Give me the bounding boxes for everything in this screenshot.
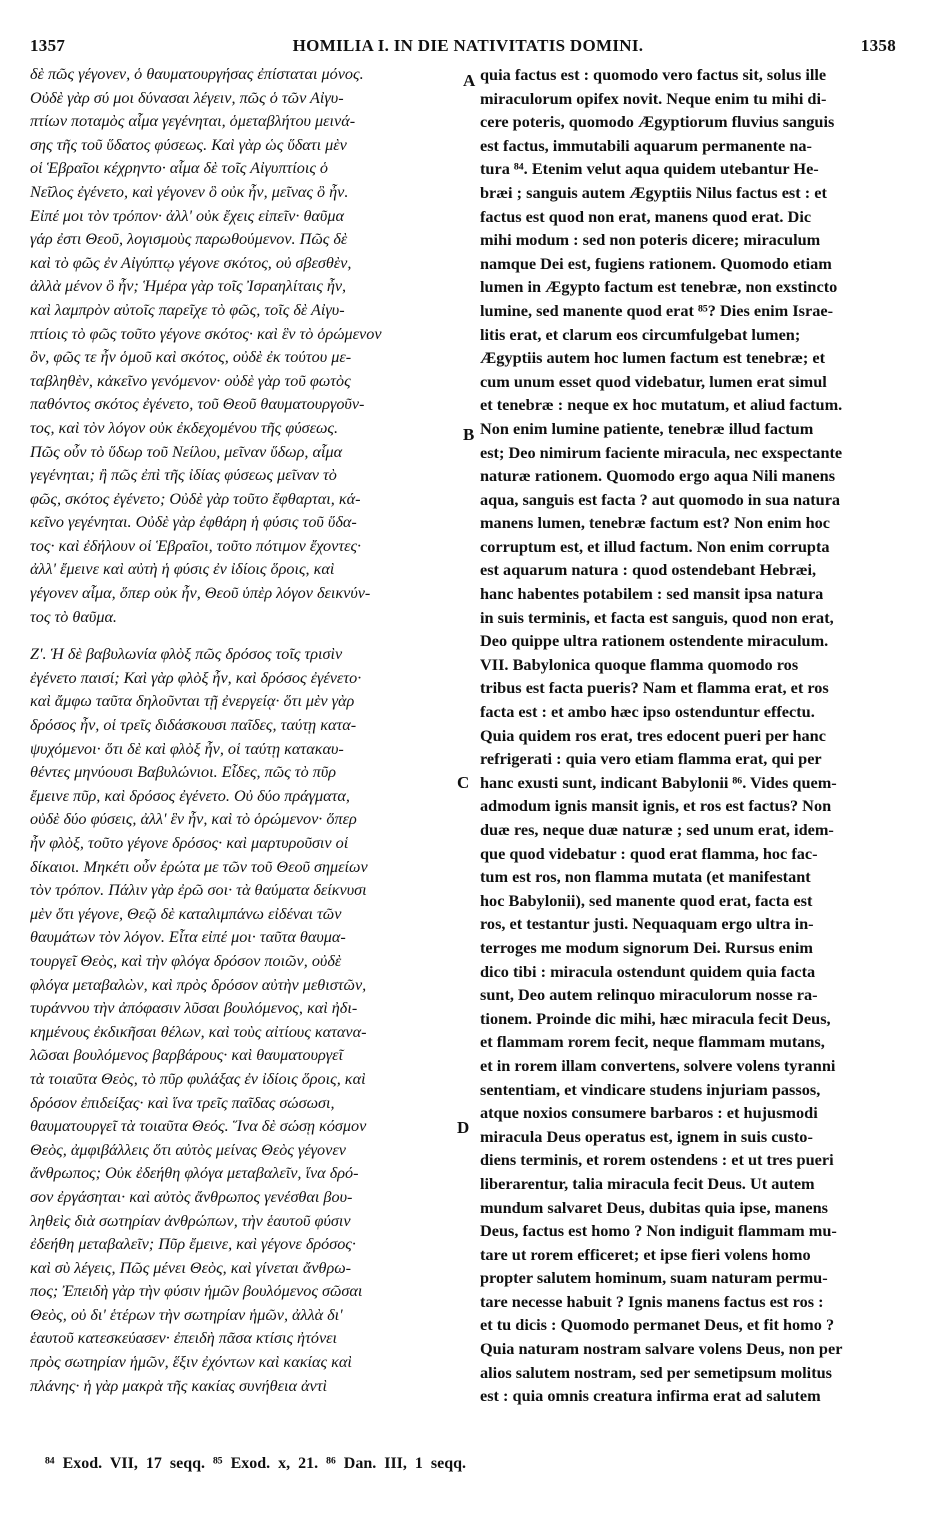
latin-text-line: miracula Deus operatus est, ignem in suis custo- (480, 1126, 813, 1146)
greek-text-line: τυράννου τὴν ἀπόφασιν λῦσαι βουλόμενος, καὶ ἠδι- (30, 999, 358, 1018)
greek-text-line: κημένους ἐκδικῆσαι θέλων, καὶ τοὺς αἰτίους κατανα- (30, 1022, 367, 1041)
greek-text-line: λῶσαι βουλόμενος βαρβάρους· καὶ θαυματουργεῖ (30, 1046, 344, 1065)
greek-text-line: δὲ πῶς γέγονεν, ὁ θαυματουργήσας ἐπίσταται μόνος. (30, 65, 364, 83)
latin-text-line: quia factus est : quomodo vero factus sit, solus ille (480, 65, 827, 84)
section-marker-b: B (463, 425, 475, 444)
latin-text-line: et tu dicis : Quomodo permanet Deus, et fit homo ? (480, 1315, 835, 1335)
latin-text-line: tum est ros, non flamma mutata (et manifestant (480, 867, 811, 887)
latin-text-line: est : quia omnis creatura infirma erat ad salutem (480, 1386, 821, 1406)
greek-text-line: γέγονεν αἷμα, ὅπερ οὐκ ἦν, Θεοῦ ὑπὲρ λόγον δεικνύν- (30, 584, 371, 603)
latin-text-line: que quod videbatur : quod erat flamma, hoc fac- (480, 843, 818, 863)
latin-text-line: ros, et testantur justi. Nequaquam ergo ultra in- (480, 914, 814, 934)
latin-text-line: atque noxios consumere barbaros : et hujusmodi (480, 1103, 818, 1123)
latin-text-line: duæ res, neque duæ naturæ ; sed unum erat, idem- (480, 820, 834, 839)
greek-text-line: κεῖνο γεγένηται. Οὐδὲ γὰρ ἐφθάρη ἡ φύσις τοῦ ὕδα- (30, 513, 357, 532)
latin-text-line: tare ut rorem efficeret; et ipse fieri volens homo (480, 1244, 811, 1264)
latin-text-line: Ægyptiis autem hoc lumen factum est tenebræ; et (480, 348, 826, 368)
right-page-number: 1358 (860, 36, 896, 55)
latin-text-line: est factus, immutabili aquarum permanente na- (480, 135, 812, 155)
greek-text-line: ἐδεήθη μεταβαλεῖν; Πῦρ ἔμεινε, καὶ γέγονε δρόσος· (30, 1235, 356, 1254)
latin-text-line: bræi ; sanguis autem Ægyptiis Nilus factus est : et (480, 182, 827, 202)
latin-text-line: corruptum est, et illud factum. Non enim corrupta (480, 536, 830, 556)
latin-text-line: sunt, Deo autem relinquo miraculorum nosse ra- (480, 985, 818, 1005)
footnotes: ⁸⁴ Exod. VII, 17 seqq. ⁸⁵ Exod. x, 21. ⁸⁶ Dan. III, 1 seqq. (45, 1455, 467, 1472)
greek-text-line: γάρ ἐστι Θεοῦ, λογισμοὺς παρωθούμενον. Πῶς δὲ (30, 230, 348, 249)
greek-text-line: θαυματουργεῖ τὰ τοιαῦτα Θεός. Ἵνα δὲ σώσῃ κόσμον (30, 1117, 367, 1136)
greek-text-line: σον ἐργάσηται· καὶ αὐτὸς ἄνθρωπος γενέσθαι βου- (30, 1187, 353, 1206)
latin-text-line: dico tibi : miracula ostendunt quidem quia facta (480, 961, 816, 981)
latin-text-line: mundum salvaret Deus, dubitas quia ipse, manens (480, 1197, 829, 1217)
greek-text-line: ἔμεινε πῦρ, καὶ δρόσος ἐγένετο. Οὐ δύο πράγματα, (30, 786, 350, 805)
latin-text-line: naturæ rationem. Quomodo ergo aqua Nili manens (480, 466, 836, 486)
greek-text-line: φῶς, σκότος ἐγένετο; Οὐδὲ γὰρ τοῦτο ἔφθαρται, κά- (30, 489, 361, 508)
latin-text-line: sententiam, et vindicare studens injuriam passos, (480, 1079, 821, 1099)
left-page-number: 1357 (30, 36, 66, 55)
greek-text-line: δρόσον ἐπιδείξας· καὶ ἵνα τρεῖς παῖδας σώσωσι, (30, 1093, 335, 1112)
latin-text-line: alios salutem nostram, sed per semetipsum molitus (480, 1362, 833, 1382)
greek-text-line: φλόγα μεταβαλὼν, καὶ πρὸς δρόσον αὐτὴν μεθιστῶν, (30, 975, 367, 994)
latin-text-line: litis erat, et clarum eos circumfulgebat lumen; (480, 324, 801, 344)
greek-text-line: ὂν, φῶς τε ἦν ὁμοῦ καὶ σκότος, οὐδὲ ἐκ τούτου με- (30, 348, 352, 367)
greek-text-line: θαυμάτων τὸν λόγον. Εἶτα εἰπέ μοι· ταῦτα θαυμα- (30, 928, 346, 947)
latin-text-line: Deo quippe ultra rationem ostendente miraculum. (480, 631, 829, 651)
greek-column (30, 63, 460, 1398)
section-marker-a: A (463, 71, 476, 90)
greek-text-line: Πῶς οὖν τὸ ὕδωρ τοῦ Νείλου, μεῖναν ὕδωρ, αἷμα (30, 442, 343, 461)
greek-text-line: ταβληθὲν, κἀκεῖνο γενόμενον· οὐδὲ γὰρ τοῦ φωτὸς (30, 371, 351, 390)
latin-text-line: Quia quidem ros erat, tres edocent pueri per hanc (480, 725, 826, 745)
latin-text-line: admodum ignis mansit ignis, et ros est factus? Non (480, 796, 832, 816)
greek-text-line: Θεὸς, οὐ δι' ἑτέρων τὴν σωτηρίαν ἡμῶν, ἀλλὰ δι' (30, 1305, 343, 1324)
section-marker-c: C (457, 773, 470, 792)
latin-text-line: lumine, sed manente quod erat ⁸⁵? Dies enim Israe- (480, 300, 834, 320)
latin-text-line: mihi modum : sed non poteris dicere; miraculum (480, 230, 821, 250)
greek-text-line: τος· καὶ ἐδήλουν οἱ Ἑβραῖοι, τοῦτο πότιμον ἔχοντες· (30, 536, 362, 555)
greek-text-line: πρὸς σωτηρίαν ἡμῶν, ἕξιν ἐχόντων καὶ κακίας καὶ (30, 1353, 352, 1372)
greek-text-line: ψυχόμενοι· ὅτι δὲ καὶ φλὸξ ἦν, οἱ ταύτῃ κατακαυ- (30, 739, 344, 758)
latin-text-line: propter salutem hominum, suam naturam permu- (480, 1268, 828, 1288)
latin-text-line: et flammam rorem fecit, neque flammam mutans, (480, 1032, 825, 1052)
greek-text-line: οὐδὲ δύο φύσεις, ἀλλ' ἓν ἦν, καὶ τὸ ὁρώμενον· ὅπερ (30, 810, 357, 829)
running-title: HOMILIA I. IN DIE NATIVITATIS DOMINI. (292, 36, 644, 55)
greek-text-line: δίκαιοι. Μηκέτι οὖν ἐρώτα με τῶν τοῦ Θεοῦ σημείων (30, 857, 368, 876)
greek-text-line: καὶ λαμπρὸν αὐτοῖς παρεῖχε τὸ φῶς, τοῖς δὲ Αἰγυ- (30, 300, 345, 319)
latin-text-line: tionem. Proinde dic mihi, hæc miracula fecit Deus, (480, 1008, 831, 1028)
greek-text-line: Οὐδὲ γὰρ σύ μοι δύνασαι λέγειν, πῶς ὁ τῶν Αἰγυ- (30, 88, 344, 107)
latin-text-line: hanc habentes potabilem : sed mansit ipsa natura (480, 584, 824, 604)
latin-text-line: miraculorum opifex novit. Neque enim tu mihi di- (480, 88, 827, 108)
latin-text-line: hanc exusti sunt, indicant Babylonii ⁸⁶. Vides quem- (480, 772, 837, 792)
greek-text-line: ληθεὶς διὰ σωτηρίαν ἀνθρώπων, τὴν ἑαυτοῦ φύσιν (30, 1211, 351, 1230)
greek-text-line: καὶ τὸ φῶς ἐν Αἰγύπτῳ γέγονε σκότος, οὐ σβεσθὲν, (30, 253, 352, 272)
greek-text-line: Ζ'. Ἡ δὲ βαβυλωνία φλὸξ πῶς δρόσος τοῖς τρισὶν (30, 645, 343, 664)
greek-text-line: ἀλλ' ἔμεινε καὶ αὐτὴ ἡ φύσις ἐν ἰδίοις ὅροις, καὶ (30, 560, 335, 579)
latin-text-line: manens lumen, tenebræ factum est? Non enim hoc (480, 513, 831, 533)
latin-text-line: est; Deo nimirum faciente miracula, nec exspectante (480, 442, 843, 462)
greek-text-line: μὲν ὅτι γέγονε, Θεῷ δὲ καταλιμπάνω εἰδέναι τῶν (30, 904, 342, 923)
latin-text-line: tribus est facta pueris? Nam et flamma erat, et ros (480, 678, 829, 698)
latin-text-line: et in rorem illam convertens, solvere volens tyranni (480, 1055, 836, 1075)
greek-text-line: καὶ σὺ λέγεις, Πῶς μένει Θεὸς, καὶ γίνεται ἄνθρω- (30, 1258, 352, 1277)
greek-text-line: τὸν τρόπον. Πάλιν γὰρ ἐρῶ σοι· τὰ θαύματα δείκνυσι (30, 881, 367, 900)
latin-text-line: tare necesse habuit ? Ignis manens factus est ros : (480, 1291, 824, 1311)
latin-text-line: aqua, sanguis est facta ? aut quomodo in sua natura (480, 489, 841, 509)
section-marker-d: D (457, 1118, 470, 1137)
latin-text-line: est aquarum natura : quod ostendebant Hebræi, (480, 560, 817, 580)
latin-text-line: liberarentur, talia miracula fecit Deus. Ut autem (480, 1173, 815, 1193)
latin-text-line: et tenebræ : neque ex hoc mutatum, et aliud factum. (480, 395, 843, 415)
latin-text-line: tura ⁸⁴. Etenim velut aqua quidem utebantur He- (480, 159, 819, 179)
greek-text-line: τος τὸ θαῦμα. (30, 607, 117, 626)
latin-text-line: terroges me modum signorum Dei. Rursus enim (480, 937, 813, 957)
greek-text-line: πτίοις τὸ φῶς τοῦτο γέγονε σκότος· καὶ ἓν τὸ ὁρώμενον (30, 324, 382, 343)
latin-text-line: facta est : et ambo hæc ipso ostenduntur effectu. (480, 702, 815, 722)
greek-text-line: Εἰπέ μοι τὸν τρόπον· ἀλλ' οὐκ ἔχεις εἰπεῖν· θαῦμα (30, 206, 344, 225)
greek-text-line: σης τῆς τοῦ ὕδατος φύσεως. Καὶ γὰρ ὡς ὕδατι μὲν (30, 135, 347, 154)
latin-paragraph (480, 653, 900, 1408)
latin-text-line: Non enim lumine patiente, tenebræ illud factum (480, 418, 814, 438)
latin-text-line: refrigerati : quia vero etiam flamma erat, qui per (480, 749, 822, 769)
greek-paragraph (30, 63, 460, 629)
greek-text-line: δρόσος ἦν, οἱ τρεῖς διδάσκουσι παῖδες, ταύτῃ κατα- (30, 716, 357, 735)
greek-text-line: θέντες μηνύουσι Βαβυλώνιοι. Εἶδες, πῶς τὸ πῦρ (30, 763, 337, 782)
latin-text-line: factus est quod non erat, manens quod erat. Dic (480, 206, 812, 226)
latin-text-line: diens terminis, et rorem ostendens : et ut tres pueri (480, 1150, 834, 1170)
latin-text-line: namque Dei est, fugiens rationem. Quomodo etiam (480, 253, 832, 273)
latin-paragraph (480, 63, 900, 653)
latin-column (480, 63, 900, 1408)
latin-text-line: lumen in Ægypto factum est tenebræ, non exstincto (480, 277, 838, 297)
greek-text-line: Θεὸς, ἀμφιβάλλεις ὅτι αὐτὸς μείνας Θεὸς γέγονεν (30, 1140, 346, 1159)
greek-text-line: πτίων ποταμὸς αἷμα γεγένηται, ὁμεταβλήτου μεινά- (30, 112, 356, 131)
greek-text-line: ἐγένετο παισί; Καὶ γὰρ φλὸξ ἦν, καὶ δρόσος ἐγένετο· (30, 668, 362, 687)
greek-text-line: καὶ ἄμφω ταῦτα δηλοῦνται τῇ ἐνεργείᾳ· ὅτι μὲν γὰρ (30, 692, 355, 711)
greek-text-line: τὰ τοιαῦτα Θεὸς, τὸ πῦρ φυλάξας ἐν ἰδίοις ὅροις, καὶ (30, 1069, 366, 1088)
greek-text-line: παθόντος σκότος ἐγένετο, τοῦ Θεοῦ θαυματουργοῦν- (30, 395, 365, 414)
greek-text-line: ἦν φλὸξ, τοῦτο γέγονε δρόσος· καὶ μαρτυροῦσιν οἱ (30, 834, 349, 852)
greek-text-line: οἱ Ἑβραῖοι κέχρηντο· αἷμα δὲ τοῖς Αἰγυπτίοις ὁ (30, 159, 329, 178)
greek-text-line: πλάνης· ἡ γὰρ μακρὰ τῆς κακίας συνήθεια ἀντὶ (30, 1376, 328, 1395)
latin-text-line: Deus, factus est homo ? Non indiguit flammam mu- (480, 1221, 837, 1241)
latin-text-line: in suis terminis, et facta est sanguis, quod non erat, (480, 607, 834, 627)
greek-text-line: ἄνθρωπος; Οὐκ ἐδεήθη φλόγα μεταβαλεῖν, ἵνα δρό- (30, 1164, 359, 1183)
latin-text-line: cum unum esset quod videbatur, lumen erat simul (480, 371, 827, 391)
greek-text-line: τος, καὶ τὸν λόγον οὐκ ἐκδεχομένου τῆς φύσεως. (30, 418, 339, 437)
greek-text-line: ἑαυτοῦ κατεσκεύασεν· ἐπειδὴ πᾶσα κτίσις ἠτόνει (30, 1329, 338, 1348)
greek-text-line: τουργεῖ Θεὸς, καὶ τὴν φλόγα δρόσον ποιῶν, οὐδὲ (30, 951, 342, 970)
latin-text-line: cere poteris, quomodo Ægyptiorum fluvius sanguis (480, 112, 835, 132)
latin-text-line: VII. Babylonica quoque flamma quomodo ros (480, 654, 799, 674)
greek-text-line: Νεῖλος ἐγένετο, καὶ γέγονεν ὃ οὐκ ἦν, μεῖνας ὃ ἦν. (30, 182, 349, 201)
greek-text-line: ἀλλὰ μένον ὃ ἦν; Ἡμέρα γὰρ τοῖς Ἰσραηλίταις ἦν, (30, 277, 347, 296)
greek-paragraph (30, 643, 460, 1398)
latin-text-line: Quia naturam nostram salvare volens Deus, non per (480, 1339, 843, 1359)
greek-text-line: πος; Ἐπειδὴ γὰρ τὴν φύσιν ἡμῶν βουλόμενος σῶσαι (30, 1282, 363, 1301)
latin-text-line: hoc Babylonii), sed manente quod erat, facta est (480, 890, 813, 910)
greek-text-line: γεγένηται; ἢ πῶς ἐπὶ τῆς ἰδίας φύσεως μεῖναν τὸ (30, 466, 337, 485)
